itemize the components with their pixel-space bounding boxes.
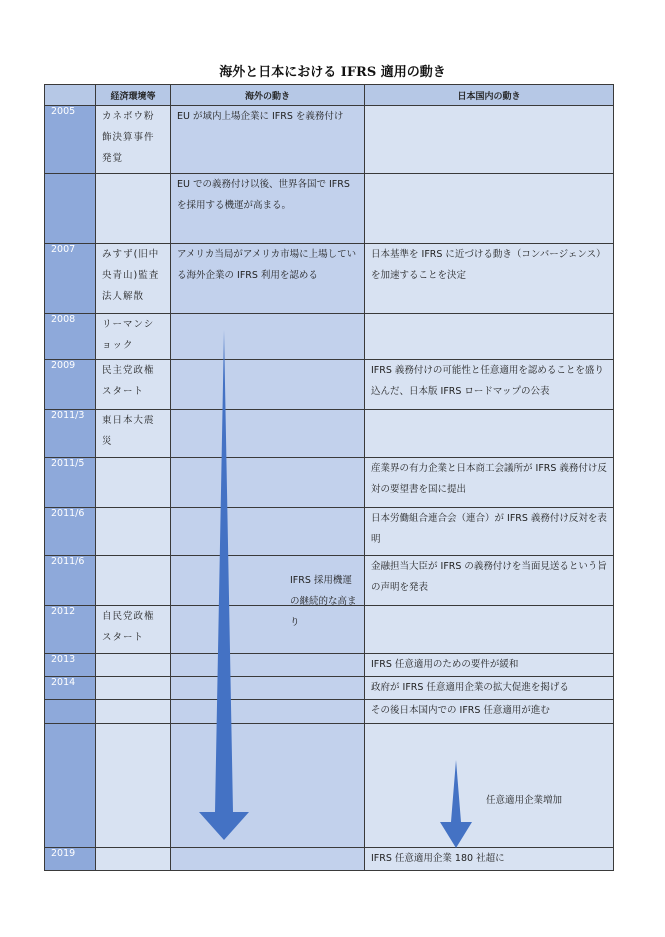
- economy-cell: [96, 508, 171, 556]
- table-row: [45, 314, 614, 360]
- domestic-cell: [365, 410, 614, 458]
- economy-cell: 民主党政権スタート: [96, 360, 171, 410]
- abroad-cell: [171, 654, 365, 677]
- year-cell: 2007: [45, 244, 96, 314]
- abroad-cell: [171, 314, 365, 360]
- table-row: [45, 700, 614, 724]
- year-cell: 2011/3: [45, 410, 96, 458]
- year-cell: [45, 700, 96, 724]
- table-header-row: [45, 85, 614, 106]
- year-cell: [45, 174, 96, 244]
- domestic-cell: IFRS 任意適用のための要件が緩和: [365, 654, 614, 677]
- abroad-cell: [171, 458, 365, 508]
- domestic-cell: IFRS 任意適用企業 180 社超に: [365, 848, 614, 871]
- year-cell: 2011/6: [45, 508, 96, 556]
- table-row: [45, 508, 614, 556]
- domestic-cell: [365, 606, 614, 654]
- table-row: [45, 677, 614, 700]
- economy-cell: リーマンショック: [96, 314, 171, 360]
- economy-cell: 自民党政権スタート: [96, 606, 171, 654]
- table-row: [45, 848, 614, 871]
- year-cell: 2011/6: [45, 556, 96, 606]
- domestic-cell: [365, 724, 614, 848]
- domestic-cell: IFRS 義務付けの可能性と任意適用を認めることを盛り込んだ、日本版 IFRS ロードマップの公表: [365, 360, 614, 410]
- year-cell: 2008: [45, 314, 96, 360]
- domestic-cell: [365, 314, 614, 360]
- economy-cell: [96, 848, 171, 871]
- economy-cell: [96, 458, 171, 508]
- economy-cell: [96, 174, 171, 244]
- domestic-cell: 金融担当大臣が IFRS の義務付けを当面見送るという旨の声明を発表: [365, 556, 614, 606]
- abroad-cell: [171, 360, 365, 410]
- table-row: [45, 174, 614, 244]
- domestic-cell: 日本基準を IFRS に近づける動き（コンバージェンス）を加速することを決定: [365, 244, 614, 314]
- abroad-cell: [171, 410, 365, 458]
- domestic-cell: [365, 174, 614, 244]
- year-cell: 2019: [45, 848, 96, 871]
- header-domestic: 日本国内の動き: [365, 85, 614, 106]
- header-abroad: 海外の動き: [171, 85, 365, 106]
- abroad-cell: [171, 700, 365, 724]
- table-row: [45, 360, 614, 410]
- abroad-cell: EU での義務付け以後、世界各国で IFRS を採用する機運が高まる。: [171, 174, 365, 244]
- economy-cell: みすず(旧中央青山)監査法人解散: [96, 244, 171, 314]
- year-cell: 2009: [45, 360, 96, 410]
- abroad-cell: EU が域内上場企業に IFRS を義務付け: [171, 106, 365, 174]
- economy-cell: 東日本大震災: [96, 410, 171, 458]
- economy-cell: カネボウ粉飾決算事件発覚: [96, 106, 171, 174]
- year-cell: 2011/5: [45, 458, 96, 508]
- year-cell: 2014: [45, 677, 96, 700]
- abroad-cell: [171, 508, 365, 556]
- year-cell: [45, 724, 96, 848]
- economy-cell: [96, 677, 171, 700]
- abroad-cell: [171, 677, 365, 700]
- year-cell: 2005: [45, 106, 96, 174]
- economy-cell: [96, 556, 171, 606]
- table-row: [45, 410, 614, 458]
- table-row: [45, 106, 614, 174]
- abroad-cell: [171, 724, 365, 848]
- year-cell: 2012: [45, 606, 96, 654]
- domestic-cell: 産業界の有力企業と日本商工会議所が IFRS 義務付け反対の要望書を国に提出: [365, 458, 614, 508]
- header-economy: 経済環境等: [96, 85, 171, 106]
- economy-cell: [96, 700, 171, 724]
- table-row: [45, 244, 614, 314]
- domestic-cell: 日本労働組合連合会（連合）が IFRS 義務付け反対を表明: [365, 508, 614, 556]
- economy-cell: [96, 724, 171, 848]
- domestic-trend-label: 任意適用企業増加: [486, 795, 563, 806]
- economy-cell: [96, 654, 171, 677]
- ifrs-timeline-table: [44, 84, 614, 871]
- header-year: [45, 85, 96, 106]
- year-cell: 2013: [45, 654, 96, 677]
- domestic-cell: 政府が IFRS 任意適用企業の拡大促進を掲げる: [365, 677, 614, 700]
- domestic-cell: [365, 106, 614, 174]
- page-title: 海外と日本における IFRS 適用の動き: [219, 65, 446, 80]
- abroad-cell: [171, 848, 365, 871]
- abroad-cell: アメリカ当局がアメリカ市場に上場している海外企業の IFRS 利用を認める: [171, 244, 365, 314]
- abroad-trend-label: IFRS 採用機運の継続的な高まり: [290, 575, 357, 628]
- domestic-cell: その後日本国内での IFRS 任意適用が進む: [365, 700, 614, 724]
- table-row: [45, 654, 614, 677]
- table-row: [45, 458, 614, 508]
- table-row: [45, 724, 614, 848]
